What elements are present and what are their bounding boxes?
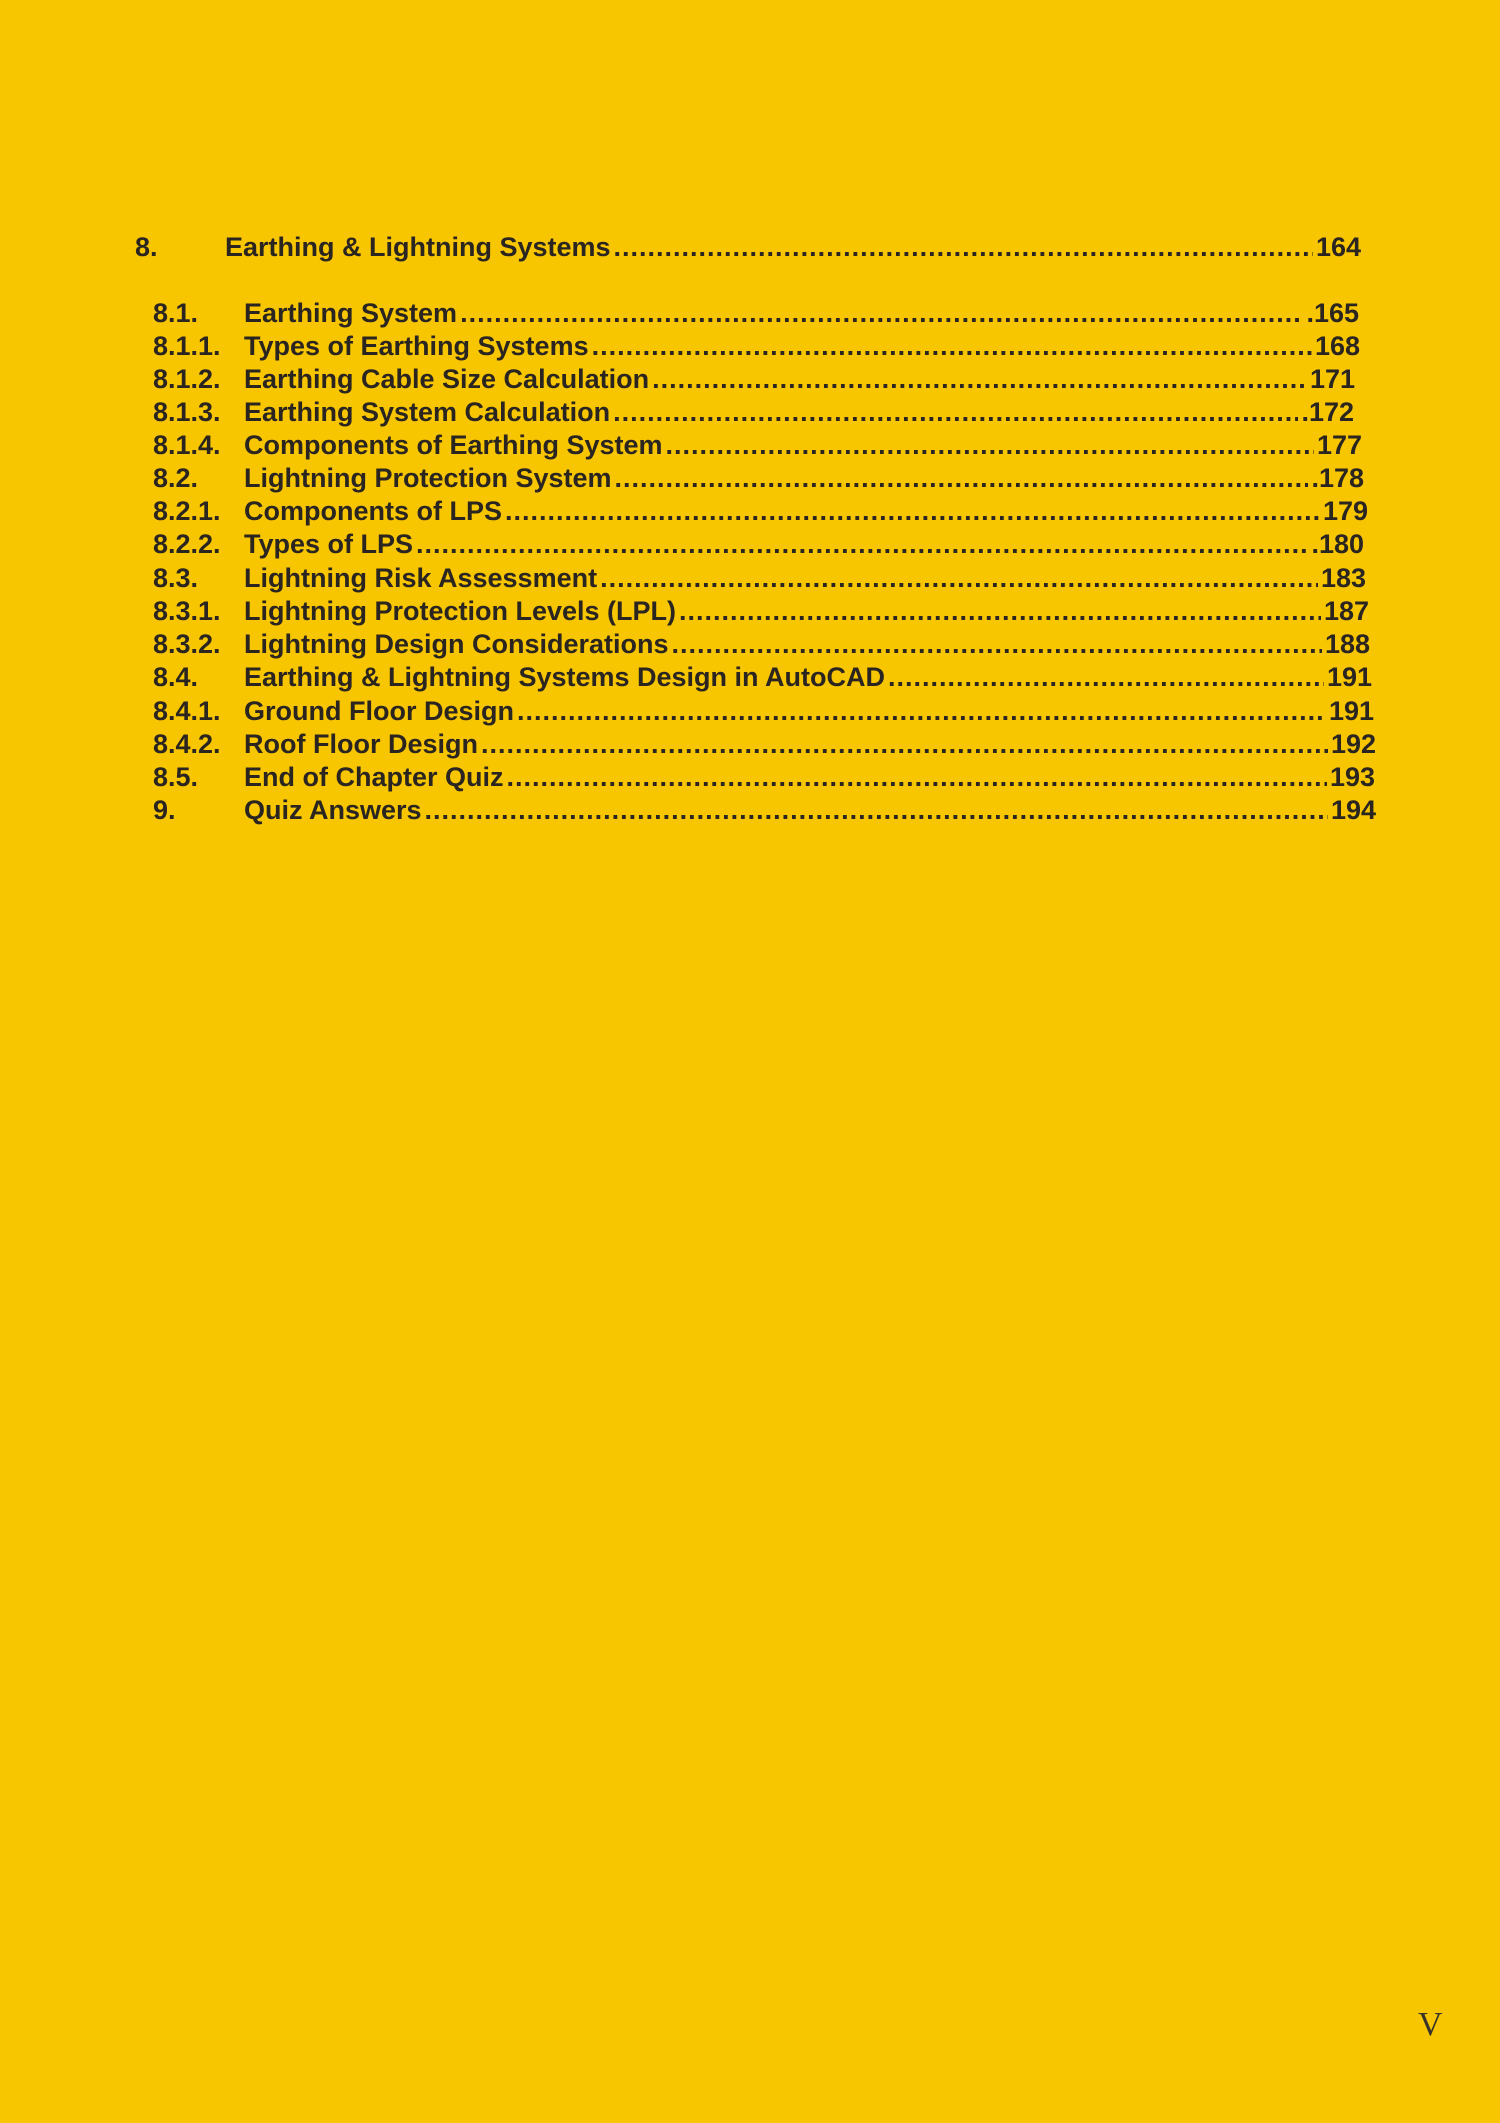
toc-dot-leader bbox=[425, 793, 1328, 827]
toc-entry bbox=[153, 329, 1360, 363]
toc-entry-page: 194 bbox=[1330, 795, 1376, 825]
toc-entry-title: Roof Floor Design bbox=[244, 729, 478, 759]
toc-entry-page: 171 bbox=[1309, 364, 1355, 394]
table-of-contents bbox=[0, 0, 1500, 900]
toc-entry-title: Earthing System bbox=[244, 298, 458, 328]
toc-entry-number: 8.1.3. bbox=[153, 397, 221, 427]
toc-entry-page: 179 bbox=[1322, 496, 1368, 526]
toc-entry-number: 8.1.1. bbox=[153, 331, 221, 361]
toc-dot-leader bbox=[592, 329, 1312, 363]
toc-entry bbox=[153, 760, 1375, 794]
toc-entry bbox=[153, 428, 1362, 462]
toc-dot-leader bbox=[517, 694, 1326, 728]
toc-entry-page: .180 bbox=[1311, 529, 1364, 559]
toc-entry-number: 8.1.4. bbox=[153, 430, 221, 460]
toc-dot-leader bbox=[481, 727, 1328, 761]
toc-entry-number: 8.3.1. bbox=[153, 596, 221, 626]
toc-dot-leader bbox=[613, 395, 1298, 429]
toc-entry-title: Quiz Answers bbox=[244, 795, 422, 825]
toc-entry-page: 168 bbox=[1314, 331, 1360, 361]
toc-entry bbox=[153, 362, 1355, 396]
toc-entry-number: 8.2.2. bbox=[153, 529, 221, 559]
toc-entry-title: Earthing & Lightning Systems bbox=[225, 232, 611, 262]
toc-entry-page: 177 bbox=[1316, 430, 1362, 460]
toc-entry-page: 192 bbox=[1330, 729, 1376, 759]
toc-entry bbox=[153, 694, 1374, 728]
toc-entry-page: 187 bbox=[1323, 596, 1369, 626]
toc-dot-leader bbox=[679, 594, 1321, 628]
toc-entry-title: Earthing Cable Size Calculation bbox=[244, 364, 650, 394]
toc-entry bbox=[153, 296, 1359, 330]
toc-entry-number: 8.4.1. bbox=[153, 696, 221, 726]
toc-entry-number: 8.4.2. bbox=[153, 729, 221, 759]
toc-entry-number: 8.3.2. bbox=[153, 629, 221, 659]
toc-entry-page: 191 bbox=[1328, 696, 1374, 726]
toc-entry bbox=[153, 727, 1376, 761]
toc-entry-title: Types of Earthing Systems bbox=[244, 331, 589, 361]
toc-entry-page: 193 bbox=[1329, 762, 1375, 792]
toc-entry-page: 164 bbox=[1315, 232, 1361, 262]
toc-entry-title: Types of LPS bbox=[244, 529, 414, 559]
toc-entry bbox=[153, 793, 1376, 827]
toc-entry-title: Components of Earthing System bbox=[244, 430, 663, 460]
toc-entry-page: .178 bbox=[1311, 463, 1364, 493]
toc-entry-number: 8.4. bbox=[153, 662, 199, 692]
toc-dot-leader bbox=[888, 660, 1324, 694]
toc-entry bbox=[153, 527, 1364, 561]
toc-entry-title: End of Chapter Quiz bbox=[244, 762, 504, 792]
toc-entry-title: Lightning Protection Levels (LPL) bbox=[244, 596, 676, 626]
toc-entry bbox=[153, 461, 1364, 495]
toc-dot-leader bbox=[652, 362, 1307, 396]
toc-dot-leader bbox=[666, 428, 1314, 462]
toc-entry-number: 8.2.1. bbox=[153, 496, 221, 526]
toc-entry bbox=[153, 594, 1369, 628]
toc-entry-number: 8. bbox=[135, 232, 158, 262]
toc-entry-number: 8.1. bbox=[153, 298, 199, 328]
toc-entry-chapter-8 bbox=[135, 230, 1361, 264]
toc-entry bbox=[153, 660, 1372, 694]
toc-entry-title: Lightning Protection System bbox=[244, 463, 612, 493]
toc-entry bbox=[153, 494, 1368, 528]
toc-dot-leader bbox=[600, 561, 1318, 595]
toc-entry-title: Earthing System Calculation bbox=[244, 397, 611, 427]
toc-dot-leader bbox=[460, 296, 1303, 330]
toc-entry-title: Lightning Design Considerations bbox=[244, 629, 669, 659]
toc-dot-leader bbox=[505, 494, 1320, 528]
toc-dot-leader bbox=[416, 527, 1308, 561]
toc-entry-number: 8.3. bbox=[153, 563, 199, 593]
toc-entry-page: 191 bbox=[1326, 662, 1372, 692]
page-number: V bbox=[1418, 2006, 1443, 2043]
toc-entry-page: 183 bbox=[1320, 563, 1366, 593]
toc-entry-title: Components of LPS bbox=[244, 496, 502, 526]
toc-entry-page: 188 bbox=[1324, 629, 1370, 659]
toc-dot-leader bbox=[507, 760, 1327, 794]
toc-entry bbox=[153, 627, 1370, 661]
toc-entry-title: Ground Floor Design bbox=[244, 696, 514, 726]
toc-entry-number: 9. bbox=[153, 795, 176, 825]
toc-entry-number: 8.2. bbox=[153, 463, 199, 493]
toc-entry-title: Earthing & Lightning Systems Design in AutoCAD bbox=[244, 662, 886, 692]
toc-entry bbox=[153, 561, 1366, 595]
toc-dot-leader bbox=[614, 230, 1313, 264]
toc-entry-page: .165 bbox=[1306, 298, 1359, 328]
toc-entry bbox=[153, 395, 1354, 429]
toc-entry-number: 8.5. bbox=[153, 762, 199, 792]
toc-entry-number: 8.1.2. bbox=[153, 364, 221, 394]
toc-dot-leader bbox=[672, 627, 1322, 661]
toc-entry-page: .172 bbox=[1301, 397, 1354, 427]
toc-entry-title: Lightning Risk Assessment bbox=[244, 563, 598, 593]
toc-dot-leader bbox=[615, 461, 1309, 495]
